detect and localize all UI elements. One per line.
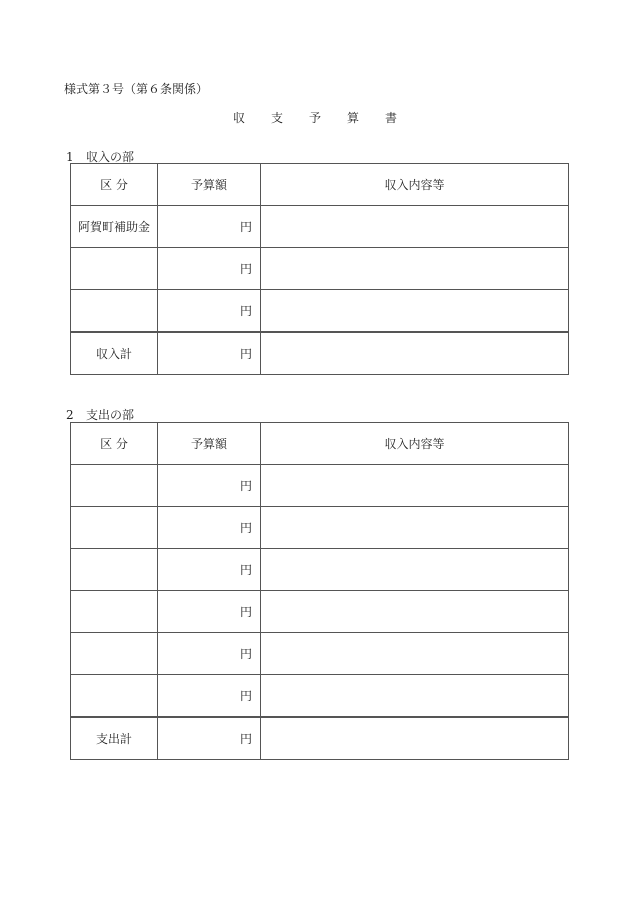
income-row (71, 206, 569, 248)
income-description-cell[interactable] (261, 248, 569, 290)
expense-category-cell[interactable] (71, 507, 158, 549)
expense-category-cell[interactable] (71, 675, 158, 718)
expense-description-cell[interactable] (261, 591, 569, 633)
expense-description-cell[interactable] (261, 465, 569, 507)
expense-amount-cell[interactable]: 円 (158, 507, 261, 549)
expense-total-description-cell[interactable] (261, 717, 569, 760)
expense-row (71, 507, 569, 549)
expense-category-cell[interactable] (71, 633, 158, 675)
expense-row (71, 549, 569, 591)
expense-amount-cell[interactable]: 円 (158, 465, 261, 507)
expense-description-cell[interactable] (261, 675, 569, 718)
expense-header-row (71, 423, 569, 465)
income-total-amount-cell[interactable]: 円 (158, 332, 261, 375)
income-row (71, 290, 569, 333)
amount-header: 予算額 (158, 164, 261, 206)
title-char: 予 (308, 111, 321, 125)
income-total-row (71, 332, 569, 375)
income-amount-cell[interactable]: 円 (158, 290, 261, 333)
income-total-label: 収入計 (71, 332, 158, 375)
expense-total-row (71, 717, 569, 760)
expense-number: 2 (66, 408, 74, 422)
expense-total-amount-cell[interactable]: 円 (158, 717, 261, 760)
title-char: 支 (270, 111, 283, 125)
expense-row (71, 633, 569, 675)
income-category-cell[interactable] (71, 248, 158, 290)
expense-description-cell[interactable] (261, 507, 569, 549)
form-number: 様式第３号（第６条関係） (64, 82, 209, 96)
title-char: 収 (232, 111, 245, 125)
income-number: 1 (66, 150, 74, 164)
income-category-cell[interactable] (71, 290, 158, 333)
expense-description-cell[interactable] (261, 633, 569, 675)
expense-category-cell[interactable] (71, 549, 158, 591)
expense-description-cell[interactable] (261, 549, 569, 591)
income-row (71, 248, 569, 290)
expense-row (71, 591, 569, 633)
expense-heading-label: 支出の部 (86, 408, 135, 422)
expense-category-cell[interactable] (71, 591, 158, 633)
income-amount-cell[interactable]: 円 (158, 248, 261, 290)
amount-header: 予算額 (158, 423, 261, 465)
expense-amount-cell[interactable]: 円 (158, 633, 261, 675)
expense-table (70, 422, 569, 760)
title-char: 書 (385, 111, 398, 125)
income-description-cell[interactable] (261, 206, 569, 248)
expense-category-cell[interactable] (71, 465, 158, 507)
income-category-cell[interactable]: 阿賀町補助金 (71, 206, 158, 248)
category-header: 区 分 (71, 423, 158, 465)
income-description-cell[interactable] (261, 290, 569, 333)
expense-heading (66, 406, 134, 423)
category-header: 区 分 (71, 164, 158, 206)
expense-amount-cell[interactable]: 円 (158, 675, 261, 718)
expense-amount-cell[interactable]: 円 (158, 549, 261, 591)
income-heading-label: 収入の部 (86, 150, 135, 164)
income-table (70, 163, 569, 375)
income-amount-cell[interactable]: 円 (158, 206, 261, 248)
document-title (0, 109, 630, 126)
expense-row (71, 465, 569, 507)
description-header: 収入内容等 (261, 423, 569, 465)
description-header: 収入内容等 (261, 164, 569, 206)
expense-row (71, 675, 569, 718)
income-total-description-cell[interactable] (261, 332, 569, 375)
title-char: 算 (347, 111, 360, 125)
expense-amount-cell[interactable]: 円 (158, 591, 261, 633)
expense-total-label: 支出計 (71, 717, 158, 760)
income-header-row (71, 164, 569, 206)
